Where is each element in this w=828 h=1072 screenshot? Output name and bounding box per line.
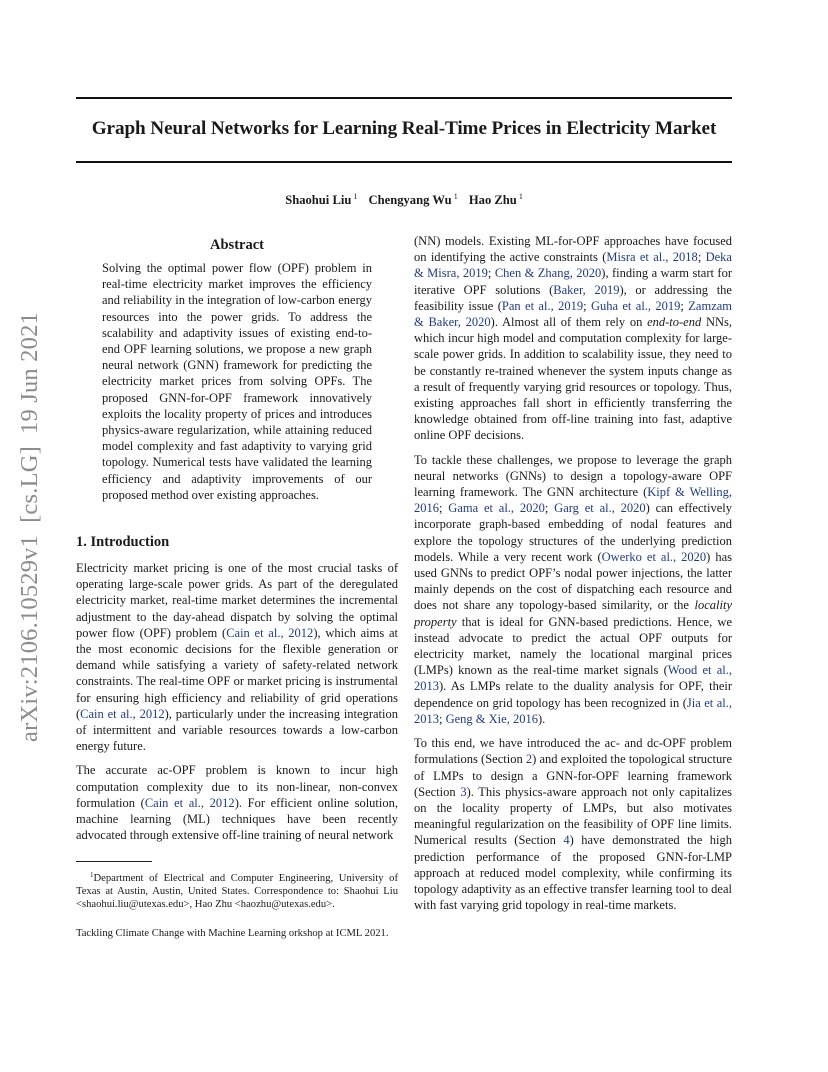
text-run: To tackle these challenges, we propose to leverage the graph neural networks (GNNs) to design a topology-aware OPF learning framework. The GNN architecture ( bbox=[414, 452, 732, 500]
text-run: ), particularly under the increasing integration of intermittent and variable resources towards a low-carbon energy future. bbox=[76, 706, 398, 754]
footnote-rule bbox=[76, 861, 152, 862]
citation-link[interactable]: Cain et al., 2012 bbox=[226, 625, 314, 640]
footnote-mark: 1 bbox=[90, 870, 94, 879]
citation-link[interactable]: Kipf & Welling, 2016 bbox=[414, 485, 732, 516]
text-run: ), or addressing the feasibility issue ( bbox=[414, 282, 732, 313]
citation-link[interactable]: Chen & Zhang, 2020 bbox=[494, 266, 602, 281]
text-run: ). As LMPs relate to the duality analysis for OPF, their dependence on grid topology has been recognized in ( bbox=[414, 679, 732, 710]
citation-link[interactable]: Owerko et al., 2020 bbox=[601, 549, 707, 564]
text-run: ; bbox=[487, 266, 495, 281]
text-run: Electricity market pricing is one of the most crucial tasks of operating large-scale power grids. As part of the deregulated electricity market, real-time market determines the incremental adjustment to the day-ahead dispatch by solving the optimal power flow (OPF) problem ( bbox=[76, 561, 398, 640]
text-run: ) have demonstrated the high prediction performance of the proposed GNN-for-LMP approach at reduced model complexity, while confirming its topology adaptivity as an effective transfer learning tool to deal with fast varying grid topology in real-time markets. bbox=[414, 833, 733, 913]
abstract-section bbox=[76, 236, 398, 503]
citation-link[interactable]: Deka & Misra, 2019 bbox=[414, 250, 732, 281]
text-run: NNs, which incur high model and computation complexity for large-scale power grids. In addition to scalability issue, they need to be constantly re-trained whenever the system inputs change as a result of frequently varying grid resources or topology. Thus, existing approaches fall short in efficiently transferring the knowledge obtained from off-line training into fast, adaptive online OPF decisions. bbox=[414, 315, 732, 443]
intro-paragraph-2-continued bbox=[414, 233, 732, 444]
emphasis-text: locality property bbox=[414, 598, 732, 629]
title-top-rule bbox=[76, 97, 732, 99]
citation-link[interactable]: Garg et al., 2020 bbox=[554, 501, 646, 516]
author-affiliation-mark: 1 bbox=[353, 192, 358, 201]
section-ref-link[interactable]: 2 bbox=[525, 752, 533, 767]
text-run: ; bbox=[439, 501, 449, 516]
citation-link[interactable]: Pan et al., 2019 bbox=[501, 298, 584, 313]
right-column bbox=[414, 233, 732, 921]
arxiv-stamp bbox=[16, 300, 44, 742]
venue-note: Tackling Climate Change with Machine Learning orkshop at ICML 2021. bbox=[76, 927, 389, 939]
text-run: ; bbox=[697, 250, 706, 265]
arxiv-category: [cs.LG] bbox=[16, 446, 43, 523]
text-run: ) can effectively incorporate graph-based embedding of nodal features and explore the topology structures of the underlying prediction models. While a very recent work ( bbox=[414, 501, 732, 564]
author-affiliation-mark: 1 bbox=[518, 192, 523, 201]
author-name: Shaohui Liu bbox=[285, 193, 352, 207]
citation-link[interactable]: Cain et al., 2012 bbox=[144, 795, 235, 810]
text-run: ). bbox=[537, 711, 546, 726]
text-run: To this end, we have introduced the ac- and dc-OPF problem formulations (Section bbox=[414, 736, 732, 767]
abstract-heading: Abstract bbox=[210, 237, 264, 253]
footnote-text: Department of Electrical and Computer Engineering, University of Texas at Austin, Austin, United States. Correspondence to: Shaohui Liu <shaohui.liu@utexas.edu>, Hao Zhu <haozhu@utexas.edu>. bbox=[76, 872, 398, 910]
arxiv-id: arXiv:2106.10529v1 bbox=[16, 534, 43, 742]
text-run: ). For efficient online solution, machine learning (ML) techniques have been recently advocated through extensive off-line training of neural network bbox=[76, 795, 398, 843]
text-run: ; bbox=[439, 711, 446, 726]
text-run: (NN) models. Existing ML-for-OPF approaches have focused on identifying the active constraints ( bbox=[414, 234, 732, 265]
citation-link[interactable]: Cain et al., 2012 bbox=[80, 706, 165, 721]
author-list bbox=[76, 192, 732, 208]
citation-link[interactable]: Zamzam & Baker, 2020 bbox=[414, 298, 733, 330]
author bbox=[369, 193, 458, 207]
author-name: Chengyang Wu bbox=[368, 193, 452, 207]
text-run: The accurate ac-OPF problem is known to incur high computation complexity due to its non-linear, non-convex formulation ( bbox=[76, 763, 398, 810]
section-heading-introduction: 1. Introduction bbox=[76, 534, 170, 551]
title-bottom-rule bbox=[76, 161, 732, 163]
intro-paragraph-4 bbox=[414, 735, 732, 913]
citation-link[interactable]: Wood et al., 2013 bbox=[414, 663, 732, 694]
citation-link[interactable]: Gama et al., 2020 bbox=[448, 501, 545, 516]
left-column bbox=[76, 236, 398, 940]
text-run: ; bbox=[583, 298, 591, 313]
intro-paragraph-2 bbox=[76, 762, 398, 843]
text-run: ; bbox=[544, 501, 555, 516]
intro-paragraph-3 bbox=[414, 452, 732, 727]
author-affiliation-mark: 1 bbox=[453, 192, 458, 201]
affiliation-footnote bbox=[76, 869, 398, 911]
text-run: ) has used GNNs to predict OPF’s nodal power injections, the latter mainly depends on the cost of dispatching each resource and does not share any topology-based similarity, or the bbox=[414, 549, 732, 613]
citation-link[interactable]: Baker, 2019 bbox=[553, 282, 620, 297]
intro-paragraph-1 bbox=[76, 560, 398, 754]
author bbox=[285, 193, 357, 207]
author bbox=[469, 193, 523, 207]
citation-link[interactable]: Geng & Xie, 2016 bbox=[445, 711, 538, 726]
text-run: ), finding a warm start for iterative OPF solutions ( bbox=[414, 266, 732, 297]
arxiv-date: 19 Jun 2021 bbox=[16, 312, 43, 434]
citation-link[interactable]: Guha et al., 2019 bbox=[590, 298, 681, 313]
text-run: ), which aims at the most economic decisions for the flexible generation or demand while satisfying a variety of safety-related network constraints. The real-time OPF or market pricing is instrumental for ensuring high efficiency and reliability of grid operations ( bbox=[76, 625, 398, 721]
citation-link[interactable]: Jia et al., 2013 bbox=[414, 695, 732, 726]
section-ref-link[interactable]: 4 bbox=[563, 833, 570, 848]
author-name: Hao Zhu bbox=[468, 193, 517, 207]
abstract-text: Solving the optimal power flow (OPF) problem in real-time electricity market improves the efficiency and reliability in the integration of low-carbon energy resources into the power grids. To address the scalability and adaptivity issues of existing end-to-end OPF learning solutions, we propose a new graph neural network (GNN) framework for predicting the electricity market prices from solving OPFs. The proposed GNN-for-OPF framework innovatively exploits the locality property of prices and introduces physics-aware regularization, while attaining reduced model complexity and fast adaptivity to varying grid topology. Numerical tests have validated the learning efficiency and adaptivity improvements of our proposed method over existing approaches. bbox=[102, 261, 372, 502]
emphasis-text: end-to-end bbox=[647, 315, 702, 330]
text-run: that is ideal for GNN-based predictions. Hence, we instead advocate to predict the actual OPF outputs for electricity market, namely the locational marginal prices (LMPs) known as the real-time market signals ( bbox=[414, 614, 732, 678]
text-run: ). This physics-aware approach not only capitalizes on the locality property of LMPs, but also motivates meaningful regularization on the feasibility of OPF line limits. Numerical results (Section bbox=[414, 784, 732, 848]
text-run: ; bbox=[680, 298, 689, 313]
text-run: ). Almost all of them rely on bbox=[490, 315, 648, 330]
section-ref-link[interactable]: 3 bbox=[460, 784, 467, 799]
paper-title: Graph Neural Networks for Learning Real-Time Prices in Electricity Market bbox=[91, 118, 717, 139]
text-run: ) and exploited the topological structure of LMPs to design a GNN-for-OPF learning framework (Section bbox=[414, 752, 732, 799]
citation-link[interactable]: Misra et al., 2018 bbox=[606, 250, 698, 265]
